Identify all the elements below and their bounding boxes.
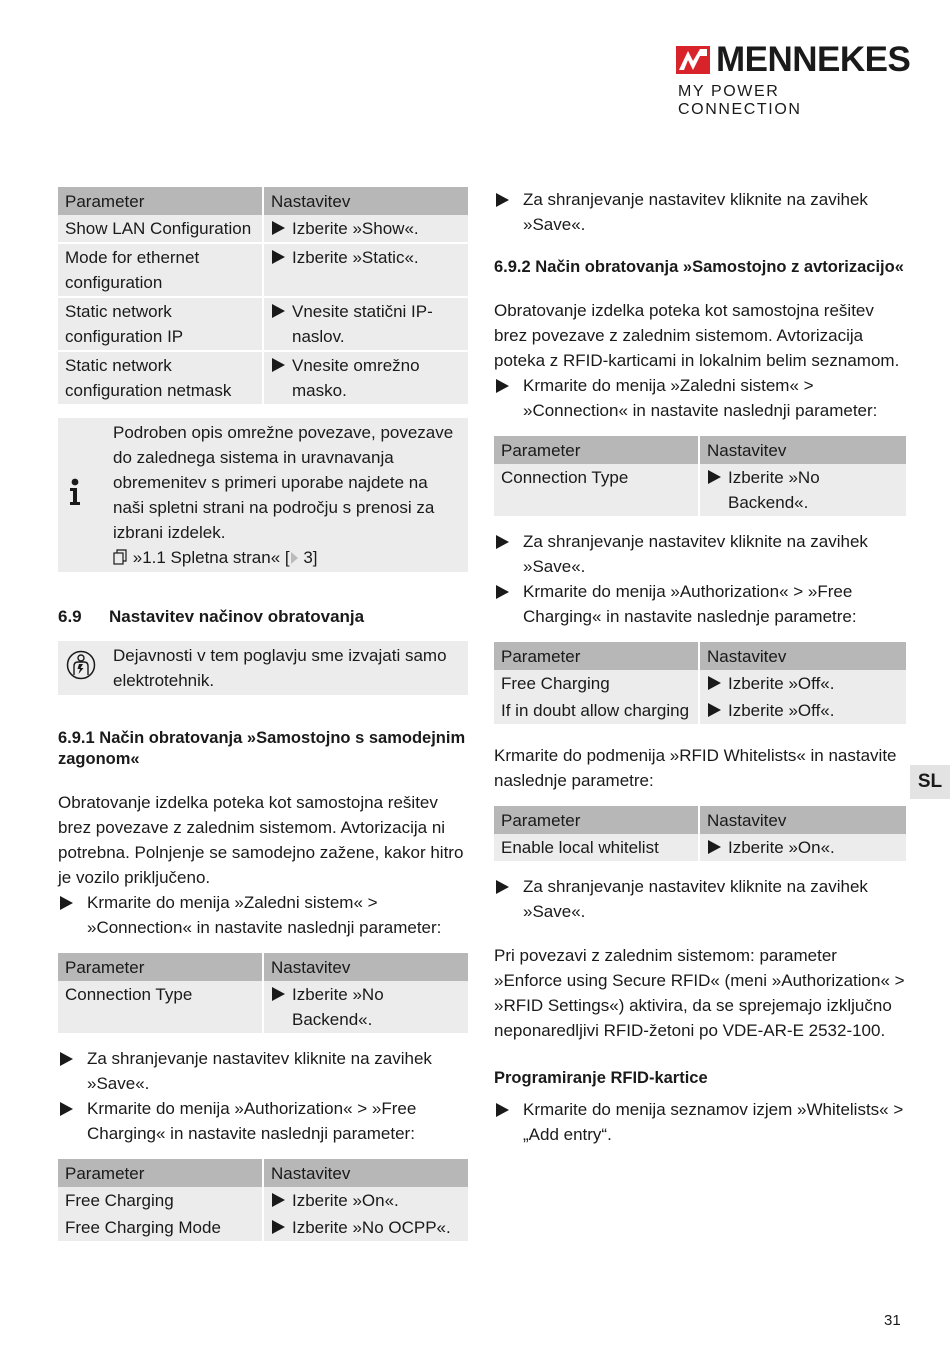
param-cell: Static network configuration netmask bbox=[58, 351, 263, 404]
arrow-right-icon bbox=[60, 1102, 73, 1116]
left-column bbox=[58, 187, 468, 1241]
page-ref-arrow-icon bbox=[291, 552, 298, 564]
value-text: Izberite »No OCPP«. bbox=[292, 1218, 451, 1237]
arrow-right-icon bbox=[496, 585, 509, 599]
value-text: Izberite »On«. bbox=[728, 838, 835, 857]
column-header: Nastavitev bbox=[699, 436, 906, 464]
value-cell bbox=[263, 1214, 468, 1241]
value-cell bbox=[263, 215, 468, 243]
arrow-right-icon bbox=[272, 358, 285, 372]
step-text: Za shranjevanje nastavitev kliknite na zavihek »Save«. bbox=[523, 877, 868, 921]
arrow-right-icon bbox=[708, 470, 721, 484]
section-number: 6.9 bbox=[58, 607, 82, 626]
param-cell: Static network configuration IP bbox=[58, 297, 263, 351]
value-cell bbox=[699, 834, 906, 861]
param-cell: If in doubt allow charging bbox=[494, 697, 699, 724]
column-header: Nastavitev bbox=[263, 953, 468, 981]
instruction-step bbox=[58, 890, 468, 940]
table-row bbox=[494, 834, 906, 861]
brand-name: MENNEKES bbox=[716, 40, 911, 79]
arrow-right-icon bbox=[272, 221, 285, 235]
value-text: Izberite »Off«. bbox=[728, 701, 835, 720]
table-row bbox=[58, 243, 468, 297]
step-text: Krmarite do menija »Zaledni sistem« > »Connection« in nastavite naslednji parameter: bbox=[523, 376, 878, 420]
step-text: Krmarite do menija seznamov izjem »Whitelists« > „Add entry“. bbox=[523, 1100, 904, 1144]
step-text: Krmarite do menija »Authorization« > »Free Charging« in nastavite naslednje parametre: bbox=[523, 582, 857, 626]
mennekes-logo bbox=[676, 40, 911, 118]
value-cell bbox=[263, 981, 468, 1033]
value-text: Vnesite statični IP-naslov. bbox=[292, 302, 433, 346]
step-text: Za shranjevanje nastavitev kliknite na zavihek »Save«. bbox=[523, 532, 868, 576]
whitelist-table bbox=[494, 806, 906, 861]
table-header-row bbox=[58, 1159, 468, 1187]
instruction-step bbox=[494, 579, 906, 629]
electrician-note bbox=[58, 641, 468, 695]
column-header: Parameter bbox=[494, 642, 699, 670]
table-row bbox=[58, 215, 468, 243]
param-cell: Free Charging bbox=[58, 1187, 263, 1214]
column-header: Parameter bbox=[494, 806, 699, 834]
value-cell bbox=[263, 243, 468, 297]
value-text: Izberite »No Backend«. bbox=[728, 468, 820, 512]
table-row bbox=[58, 1187, 468, 1214]
param-cell: Connection Type bbox=[58, 981, 263, 1033]
arrow-right-icon bbox=[272, 987, 285, 1001]
arrow-right-icon bbox=[272, 250, 285, 264]
page-number: 31 bbox=[884, 1312, 901, 1329]
arrow-right-icon bbox=[272, 1220, 285, 1234]
param-cell: Mode for ethernet configuration bbox=[58, 243, 263, 297]
param-cell: Free Charging Mode bbox=[58, 1214, 263, 1241]
section-heading-6-9-2: 6.9.2 Način obratovanja »Samostojno z avtorizacijo« bbox=[494, 258, 904, 276]
column-header: Nastavitev bbox=[263, 187, 468, 215]
right-column bbox=[494, 187, 906, 1147]
column-header: Parameter bbox=[494, 436, 699, 464]
table-row bbox=[494, 697, 906, 724]
value-text: Izberite »Show«. bbox=[292, 219, 419, 238]
paragraph: Obratovanje izdelka poteka kot samostojna rešitev brez povezave z zalednim sistemom. Avtorizacija ni potrebna. Polnjenje se samodejno zažene, kakor hitro je vozilo priključeno. bbox=[58, 793, 464, 887]
column-header: Nastavitev bbox=[699, 806, 906, 834]
instruction-step bbox=[494, 373, 906, 423]
value-cell bbox=[263, 351, 468, 404]
table-header-row bbox=[58, 953, 468, 981]
table-header-row bbox=[494, 806, 906, 834]
column-header: Nastavitev bbox=[263, 1159, 468, 1187]
arrow-right-icon bbox=[60, 896, 73, 910]
value-cell bbox=[263, 297, 468, 351]
arrow-right-icon bbox=[272, 304, 285, 318]
table-row bbox=[58, 351, 468, 404]
free-charging-table bbox=[494, 642, 906, 724]
column-header: Parameter bbox=[58, 1159, 263, 1187]
instruction-step bbox=[494, 874, 906, 924]
electrician-icon bbox=[66, 650, 96, 680]
param-cell: Show LAN Configuration bbox=[58, 215, 263, 243]
step-text: Za shranjevanje nastavitev kliknite na zavihek »Save«. bbox=[523, 190, 868, 234]
info-reference[interactable] bbox=[113, 545, 462, 570]
paragraph: Pri povezavi z zalednim sistemom: parameter »Enforce using Secure RFID« (meni »Authorization« > »RFID Settings«) aktivira, da se sprejemajo izključno neponaredljivi RFID-žetoni po VDE-AR-E 2532-100. bbox=[494, 946, 905, 1040]
arrow-right-icon bbox=[272, 1193, 285, 1207]
table-header-row bbox=[494, 642, 906, 670]
step-text: Za shranjevanje nastavitev kliknite na zavihek »Save«. bbox=[87, 1049, 432, 1093]
value-cell bbox=[699, 697, 906, 724]
arrow-right-icon bbox=[496, 379, 509, 393]
info-icon bbox=[68, 478, 82, 506]
instruction-step bbox=[494, 1097, 906, 1147]
arrow-right-icon bbox=[60, 1052, 73, 1066]
value-text: Izberite »Off«. bbox=[728, 674, 835, 693]
reference-page: 3] bbox=[298, 548, 318, 567]
instruction-step bbox=[58, 1096, 468, 1146]
column-header: Parameter bbox=[58, 953, 263, 981]
table-header-row bbox=[494, 436, 906, 464]
arrow-right-icon bbox=[496, 535, 509, 549]
section-heading-6-9-1: 6.9.1 Način obratovanja »Samostojno s samodejnim zagonom« bbox=[58, 729, 466, 768]
paragraph: Krmarite do podmenija »RFID Whitelists« in nastavite naslednje parametre: bbox=[494, 746, 897, 790]
table-row bbox=[58, 297, 468, 351]
arrow-right-icon bbox=[496, 193, 509, 207]
value-cell bbox=[699, 670, 906, 697]
rfid-heading: Programiranje RFID-kartice bbox=[494, 1069, 708, 1087]
section-title: Nastavitev načinov obratovanja bbox=[109, 607, 365, 626]
language-tab[interactable]: SL bbox=[910, 765, 950, 799]
paragraph: Obratovanje izdelka poteka kot samostojna rešitev brez povezave z zalednim sistemom. Avtorizacija poteka z RFID-karticami in lokalnim belim seznamom. bbox=[494, 301, 900, 370]
info-text: Podroben opis omrežne povezave, povezave do zalednega sistema in uravnavanja obremenitev s primeri uporabe najdete na naši spletni strani na področju s prenosi za izbrani izdelek. bbox=[113, 423, 454, 542]
document-icon bbox=[113, 549, 128, 565]
arrow-right-icon bbox=[496, 880, 509, 894]
electrician-note-text: Dejavnosti v tem poglavju sme izvajati samo elektrotehnik. bbox=[113, 646, 447, 690]
mennekes-logo-mark-icon bbox=[676, 46, 710, 74]
value-cell bbox=[699, 464, 906, 516]
lan-parameter-table bbox=[58, 187, 468, 404]
column-header: Parameter bbox=[58, 187, 263, 215]
column-header: Nastavitev bbox=[699, 642, 906, 670]
step-text: Krmarite do menija »Authorization« > »Free Charging« in nastavite naslednji parameter: bbox=[87, 1099, 417, 1143]
instruction-step bbox=[58, 1046, 468, 1096]
brand-tagline: MY POWER CONNECTION bbox=[678, 83, 802, 118]
connection-table bbox=[58, 953, 468, 1033]
param-cell: Free Charging bbox=[494, 670, 699, 697]
arrow-right-icon bbox=[496, 1103, 509, 1117]
table-header-row bbox=[58, 187, 468, 215]
arrow-right-icon bbox=[708, 676, 721, 690]
reference-link[interactable]: »1.1 Spletna stran« [ bbox=[132, 548, 290, 567]
param-cell: Connection Type bbox=[494, 464, 699, 516]
value-text: Izberite »No Backend«. bbox=[292, 985, 384, 1029]
instruction-step bbox=[494, 529, 906, 579]
table-row bbox=[494, 464, 906, 516]
value-cell bbox=[263, 1187, 468, 1214]
connection-table bbox=[494, 436, 906, 516]
free-charging-table bbox=[58, 1159, 468, 1241]
section-heading-6-9 bbox=[58, 604, 468, 629]
value-text: Vnesite omrežno masko. bbox=[292, 356, 420, 400]
value-text: Izberite »On«. bbox=[292, 1191, 399, 1210]
value-text: Izberite »Static«. bbox=[292, 248, 419, 267]
param-cell: Enable local whitelist bbox=[494, 834, 699, 861]
table-row bbox=[58, 981, 468, 1033]
table-row bbox=[494, 670, 906, 697]
arrow-right-icon bbox=[708, 840, 721, 854]
table-row bbox=[58, 1214, 468, 1241]
step-text: Krmarite do menija »Zaledni sistem« > »Connection« in nastavite naslednji parameter: bbox=[87, 893, 442, 937]
info-box bbox=[58, 418, 468, 572]
instruction-step bbox=[494, 187, 906, 237]
arrow-right-icon bbox=[708, 703, 721, 717]
